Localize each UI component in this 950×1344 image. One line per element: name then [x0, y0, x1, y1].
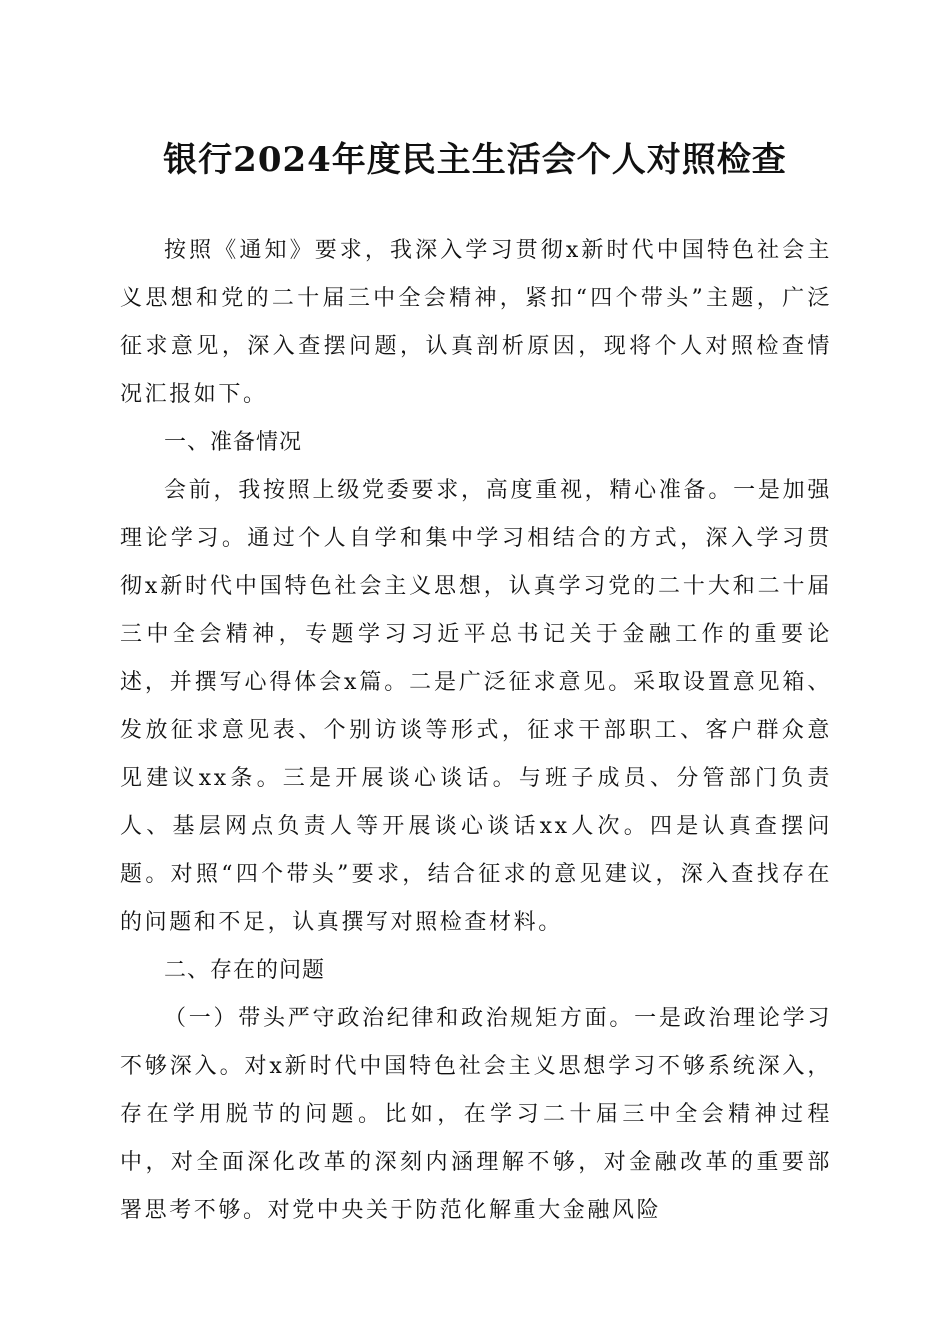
- preparation-paragraph: 会前，我按照上级党委要求，高度重视，精心准备。一是加强理论学习。通过个人自学和集中学习相结合的方式，深入学习贯彻x新时代中国特色社会主义思想，认真学习党的二十大和二十届三中全会精神，专题学习习近平总书记关于金融工作的重要论述，并撰写心得体会x篇。二是广泛征求意见。采取设置意见箱、发放征求意见表、个别访谈等形式，征求干部职工、客户群众意见建议xx条。三是开展谈心谈话。与班子成员、分管部门负责人、基层网点负责人等开展谈心谈话xx人次。四是认真查摆问题。对照“四个带头”要求，结合征求的意见建议，深入查找存在的问题和不足，认真撰写对照检查材料。: [120, 478, 832, 935]
- section-heading-preparation: 一、准备情况: [164, 430, 303, 455]
- intro-paragraph: 按照《通知》要求，我深入学习贯彻x新时代中国特色社会主义思想和党的二十届三中全会精神，紧扣“四个带头”主题，广泛征求意见，深入查摆问题，认真剖析原因，现将个人对照检查情况汇报如下。: [120, 238, 832, 407]
- section-heading-problems: 二、存在的问题: [164, 958, 326, 983]
- problem-item-lead: （一）带头严守政治纪律和政治规矩方面。: [164, 1006, 635, 1031]
- document-title: 银行2024年度民主生活会个人对照检查: [163, 140, 787, 180]
- document-body: [120, 227, 832, 1235]
- problem-item-body: 一是政治理论学习不够深入。对x新时代中国特色社会主义思想学习不够系统深入，存在学用脱节的问题。比如，在学习二十届三中全会精神过程中，对全面深化改革的深刻内涵理解不够，对金融改革的重要部署思考不够。对党中央关于防范化解重大金融风险: [120, 1006, 832, 1223]
- problems-paragraph: [120, 995, 832, 1235]
